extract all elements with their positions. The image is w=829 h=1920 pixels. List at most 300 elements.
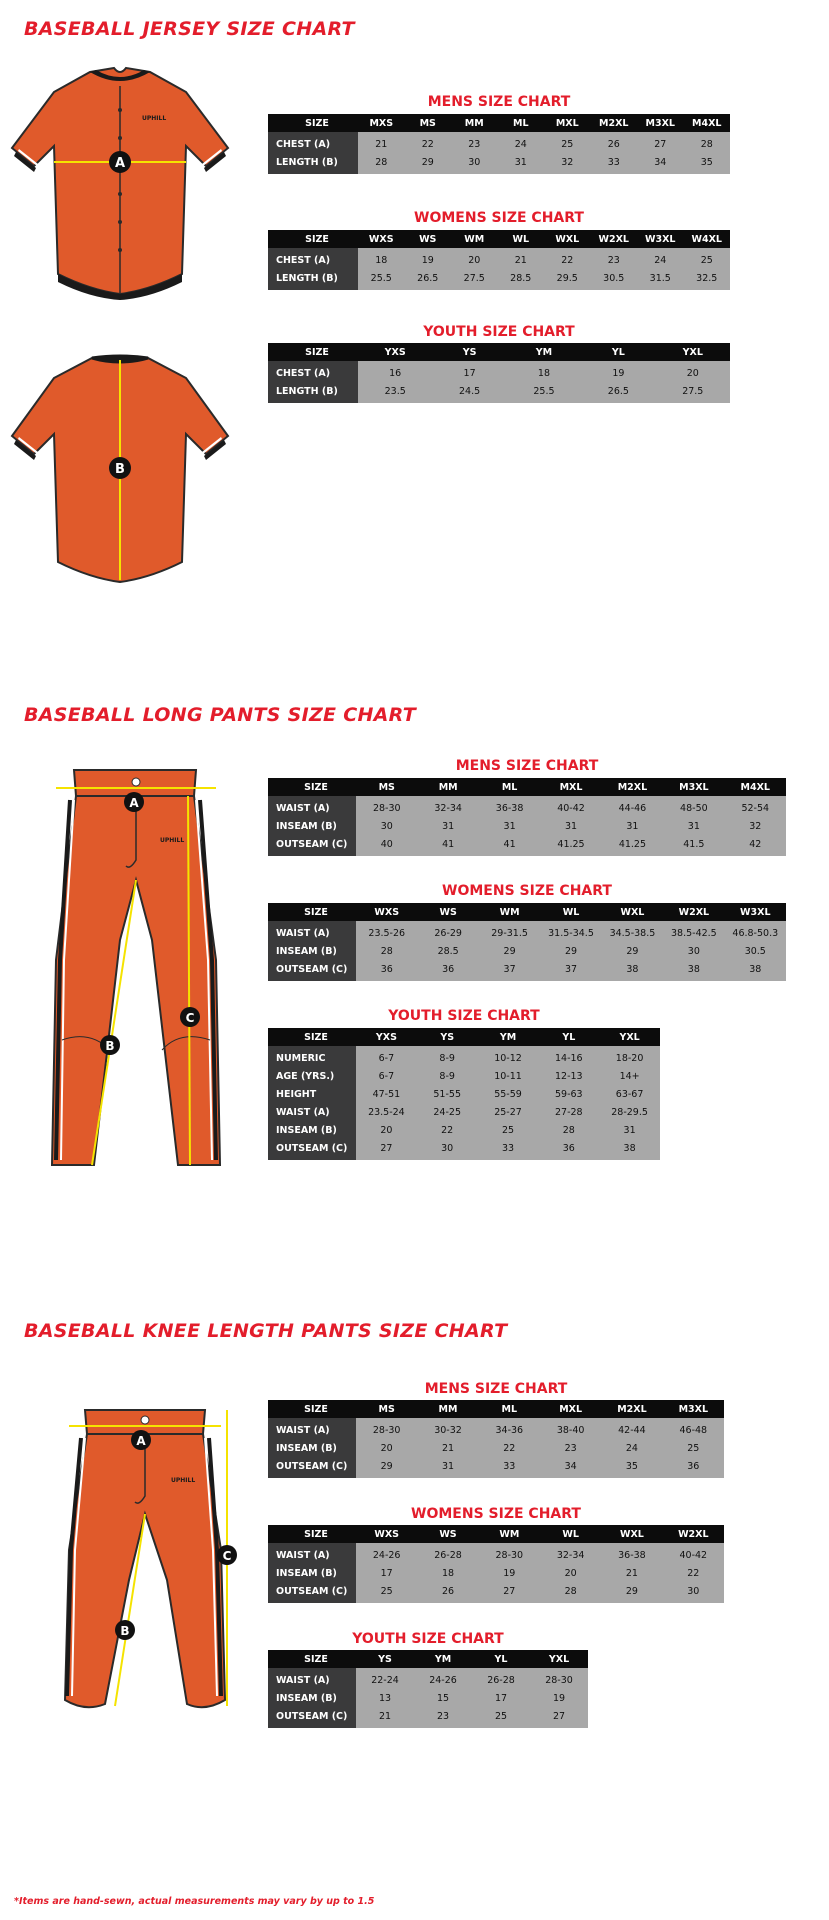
table-cell: 38 <box>599 1139 660 1160</box>
table-cell: 42 <box>725 835 786 856</box>
table-cell: 41.25 <box>602 835 663 856</box>
row-label: WAIST (A) <box>268 796 356 817</box>
table-cell: 23 <box>451 132 498 153</box>
column-header: M3XL <box>663 1400 724 1418</box>
column-header: SIZE <box>268 343 358 361</box>
table-row <box>268 269 730 290</box>
jersey-youth-chart-title: YOUTH SIZE CHART <box>423 324 575 340</box>
column-header: YL <box>472 1650 530 1668</box>
table-row <box>268 1564 724 1582</box>
table-cell: 32-34 <box>417 796 478 817</box>
jersey-front-illustration <box>10 62 230 302</box>
long-pants-womens-size-table <box>268 903 786 981</box>
table-row <box>268 382 730 403</box>
column-header: YXS <box>356 1028 417 1046</box>
table-cell: 28-30 <box>356 1418 417 1439</box>
column-header: M2XL <box>591 114 638 132</box>
knee-pants-marker-a: A <box>136 1434 146 1448</box>
column-header: SIZE <box>268 1525 356 1543</box>
table-cell: 29-31.5 <box>479 921 540 942</box>
column-header: MM <box>451 114 498 132</box>
table-cell: 29.5 <box>544 269 591 290</box>
column-header: MXL <box>540 778 601 796</box>
table-cell: 32.5 <box>684 269 731 290</box>
table-row <box>268 960 786 981</box>
table-cell: 32 <box>544 153 591 174</box>
table-cell: 15 <box>414 1689 472 1707</box>
table-cell: 31 <box>540 817 601 835</box>
table-cell: 18 <box>358 248 405 269</box>
table-cell: 36 <box>538 1139 599 1160</box>
table-row <box>268 1439 724 1457</box>
table-cell: 23.5 <box>358 382 432 403</box>
table-cell: 21 <box>498 248 545 269</box>
table-cell: 29 <box>479 942 540 960</box>
table-cell: 27.5 <box>656 382 730 403</box>
table-header-row <box>268 1650 588 1668</box>
column-header: YL <box>581 343 655 361</box>
table-header-row <box>268 903 786 921</box>
column-header: W4XL <box>684 230 731 248</box>
table-cell: 24 <box>498 132 545 153</box>
column-header: WM <box>479 903 540 921</box>
table-cell: 17 <box>356 1564 417 1582</box>
table-cell: 22 <box>544 248 591 269</box>
column-header: YXL <box>530 1650 588 1668</box>
table-cell: 34 <box>637 153 684 174</box>
column-header: YM <box>414 1650 472 1668</box>
row-label: CHEST (A) <box>268 248 358 269</box>
row-label: CHEST (A) <box>268 132 358 153</box>
row-label: NUMERIC <box>268 1046 356 1067</box>
long-pants-mens-chart-title: MENS SIZE CHART <box>455 758 599 774</box>
column-header: SIZE <box>268 778 356 796</box>
row-label: WAIST (A) <box>268 1668 356 1689</box>
table-cell: 14+ <box>599 1067 660 1085</box>
column-header: M4XL <box>684 114 731 132</box>
table-cell: 12-13 <box>538 1067 599 1085</box>
table-cell: 30.5 <box>591 269 638 290</box>
row-label: OUTSEAM (C) <box>268 835 356 856</box>
table-cell: 59-63 <box>538 1085 599 1103</box>
table-cell: 30 <box>663 942 724 960</box>
long-pants-marker-a: A <box>129 796 139 810</box>
table-cell: 26-28 <box>417 1543 478 1564</box>
row-label: HEIGHT <box>268 1085 356 1103</box>
table-row <box>268 1457 724 1478</box>
table-cell: 47-51 <box>356 1085 417 1103</box>
table-row <box>268 132 730 153</box>
row-label: OUTSEAM (C) <box>268 1457 356 1478</box>
table-cell: 26 <box>591 132 638 153</box>
long-pants-marker-c: C <box>185 1011 195 1025</box>
knee-pants-youth-size-table <box>268 1650 588 1728</box>
column-header: SIZE <box>268 1650 356 1668</box>
table-cell: 28.5 <box>417 942 478 960</box>
table-header-row <box>268 1400 724 1418</box>
table-row <box>268 1046 660 1067</box>
table-cell: 35 <box>601 1457 662 1478</box>
long-pants-section-title: BASEBALL LONG PANTS SIZE CHART <box>24 704 417 726</box>
table-cell: 35 <box>684 153 731 174</box>
knee-pants-marker-c: C <box>222 1549 232 1563</box>
long-pants-youth-chart-title: YOUTH SIZE CHART <box>388 1008 540 1024</box>
table-row <box>268 1582 724 1603</box>
table-row <box>268 1689 588 1707</box>
table-cell: 41 <box>479 835 540 856</box>
table-cell: 31 <box>498 153 545 174</box>
table-cell: 19 <box>479 1564 540 1582</box>
column-header: W2XL <box>591 230 638 248</box>
long-pants-marker-b: B <box>105 1039 115 1053</box>
table-cell: 23 <box>414 1707 472 1728</box>
table-cell: 31.5 <box>637 269 684 290</box>
column-header: SIZE <box>268 1400 356 1418</box>
table-cell: 40 <box>356 835 417 856</box>
table-cell: 38.5-42.5 <box>663 921 724 942</box>
table-cell: 46-48 <box>663 1418 724 1439</box>
jersey-section-title: BASEBALL JERSEY SIZE CHART <box>24 18 355 40</box>
table-header-row <box>268 778 786 796</box>
column-header: M2XL <box>601 1400 662 1418</box>
table-cell: 28 <box>356 942 417 960</box>
table-row <box>268 1139 660 1160</box>
table-cell: 26-28 <box>472 1668 530 1689</box>
row-label: OUTSEAM (C) <box>268 1707 356 1728</box>
column-header: MXS <box>358 114 405 132</box>
table-cell: 31.5-34.5 <box>540 921 601 942</box>
column-header: WXS <box>358 230 405 248</box>
table-cell: 14-16 <box>538 1046 599 1067</box>
table-cell: 6-7 <box>356 1046 417 1067</box>
table-cell: 26.5 <box>405 269 452 290</box>
table-cell: 41.5 <box>663 835 724 856</box>
jersey-mens-size-table <box>268 114 730 174</box>
row-label: LENGTH (B) <box>268 269 358 290</box>
table-cell: 13 <box>356 1689 414 1707</box>
table-cell: 24-26 <box>356 1543 417 1564</box>
long-pants-mens-size-table <box>268 778 786 856</box>
table-cell: 20 <box>656 361 730 382</box>
table-cell: 41 <box>417 835 478 856</box>
column-header: WL <box>540 1525 601 1543</box>
table-cell: 16 <box>358 361 432 382</box>
column-header: YL <box>538 1028 599 1046</box>
table-cell: 36 <box>663 1457 724 1478</box>
column-header: WS <box>417 1525 478 1543</box>
row-label: WAIST (A) <box>268 1103 356 1121</box>
knee-pants-mens-size-table <box>268 1400 724 1478</box>
column-header: YM <box>478 1028 539 1046</box>
column-header: SIZE <box>268 1028 356 1046</box>
table-cell: 24 <box>637 248 684 269</box>
table-cell: 28-30 <box>479 1543 540 1564</box>
jersey-youth-size-table <box>268 343 730 403</box>
table-row <box>268 835 786 856</box>
knee-pants-marker-b: B <box>120 1624 130 1638</box>
column-header: SIZE <box>268 114 358 132</box>
table-cell: 29 <box>540 942 601 960</box>
column-header: WM <box>451 230 498 248</box>
table-cell: 23 <box>540 1439 601 1457</box>
column-header: WXL <box>601 1525 662 1543</box>
table-cell: 34-36 <box>479 1418 540 1439</box>
table-cell: 42-44 <box>601 1418 662 1439</box>
column-header: M3XL <box>637 114 684 132</box>
table-cell: 22-24 <box>356 1668 414 1689</box>
column-header: SIZE <box>268 903 356 921</box>
table-cell: 18 <box>417 1564 478 1582</box>
table-cell: 29 <box>602 942 663 960</box>
table-row <box>268 796 786 817</box>
column-header: W3XL <box>637 230 684 248</box>
table-cell: 26-29 <box>417 921 478 942</box>
table-header-row <box>268 1525 724 1543</box>
table-cell: 46.8-50.3 <box>725 921 786 942</box>
row-label: CHEST (A) <box>268 361 358 382</box>
column-header: MS <box>356 1400 417 1418</box>
table-cell: 22 <box>479 1439 540 1457</box>
table-cell: 28.5 <box>498 269 545 290</box>
knee-pants-logo: UPHILL <box>171 1477 196 1484</box>
long-pants-womens-chart-title: WOMENS SIZE CHART <box>442 883 612 899</box>
table-cell: 18 <box>507 361 581 382</box>
table-cell: 23.5-26 <box>356 921 417 942</box>
table-cell: 22 <box>417 1121 478 1139</box>
table-cell: 27 <box>530 1707 588 1728</box>
column-header: WL <box>498 230 545 248</box>
table-row <box>268 1103 660 1121</box>
table-cell: 51-55 <box>417 1085 478 1103</box>
row-label: WAIST (A) <box>268 921 356 942</box>
table-cell: 36 <box>417 960 478 981</box>
long-pants-youth-size-table <box>268 1028 660 1160</box>
column-header: WXS <box>356 903 417 921</box>
table-cell: 10-12 <box>478 1046 539 1067</box>
table-cell: 19 <box>530 1689 588 1707</box>
table-cell: 20 <box>451 248 498 269</box>
table-cell: 31 <box>599 1121 660 1139</box>
table-row <box>268 1668 588 1689</box>
table-cell: 28 <box>684 132 731 153</box>
table-cell: 19 <box>405 248 452 269</box>
row-label: LENGTH (B) <box>268 153 358 174</box>
table-cell: 29 <box>405 153 452 174</box>
column-header: WL <box>540 903 601 921</box>
row-label: AGE (YRS.) <box>268 1067 356 1085</box>
row-label: WAIST (A) <box>268 1543 356 1564</box>
column-header: SIZE <box>268 230 358 248</box>
table-cell: 28-30 <box>530 1668 588 1689</box>
column-header: MM <box>417 778 478 796</box>
table-cell: 31 <box>417 1457 478 1478</box>
knee-pants-mens-chart-title: MENS SIZE CHART <box>424 1381 568 1397</box>
column-header: W2XL <box>663 1525 724 1543</box>
column-header: WXL <box>544 230 591 248</box>
table-cell: 20 <box>540 1564 601 1582</box>
table-cell: 8-9 <box>417 1067 478 1085</box>
table-cell: 24.5 <box>432 382 506 403</box>
table-row <box>268 1067 660 1085</box>
table-cell: 31 <box>479 817 540 835</box>
table-cell: 17 <box>432 361 506 382</box>
knee-pants-illustration <box>55 1400 245 1720</box>
long-pants-logo: UPHILL <box>160 837 185 844</box>
table-cell: 24 <box>601 1439 662 1457</box>
table-header-row <box>268 114 730 132</box>
knee-pants-section-title: BASEBALL KNEE LENGTH PANTS SIZE CHART <box>24 1320 508 1342</box>
table-cell: 40-42 <box>540 796 601 817</box>
column-header: YXL <box>656 343 730 361</box>
row-label: OUTSEAM (C) <box>268 960 356 981</box>
table-cell: 33 <box>591 153 638 174</box>
table-row <box>268 1543 724 1564</box>
table-cell: 21 <box>358 132 405 153</box>
column-header: WS <box>417 903 478 921</box>
footnote: *Items are hand-sewn, actual measurements may vary by up to 1.5 <box>14 1896 375 1907</box>
column-header: YS <box>432 343 506 361</box>
table-cell: 30 <box>451 153 498 174</box>
table-cell: 25 <box>684 248 731 269</box>
table-cell: 10-11 <box>478 1067 539 1085</box>
table-cell: 25 <box>663 1439 724 1457</box>
table-cell: 31 <box>663 817 724 835</box>
row-label: LENGTH (B) <box>268 382 358 403</box>
table-cell: 20 <box>356 1439 417 1457</box>
table-row <box>268 817 786 835</box>
row-label: INSEAM (B) <box>268 1439 356 1457</box>
table-cell: 40-42 <box>663 1543 724 1564</box>
table-cell: 34 <box>540 1457 601 1478</box>
long-pants-illustration <box>40 760 230 1180</box>
table-cell: 28-30 <box>356 796 417 817</box>
table-cell: 38-40 <box>540 1418 601 1439</box>
column-header: W3XL <box>725 903 786 921</box>
table-cell: 25 <box>356 1582 417 1603</box>
jersey-marker-a: A <box>114 156 126 171</box>
knee-pants-youth-chart-title: YOUTH SIZE CHART <box>352 1631 504 1647</box>
column-header: WXL <box>602 903 663 921</box>
table-row <box>268 921 786 942</box>
table-cell: 18-20 <box>599 1046 660 1067</box>
column-header: YM <box>507 343 581 361</box>
table-cell: 26 <box>417 1582 478 1603</box>
table-cell: 29 <box>601 1582 662 1603</box>
table-cell: 41.25 <box>540 835 601 856</box>
row-label: OUTSEAM (C) <box>268 1139 356 1160</box>
table-cell: 20 <box>356 1121 417 1139</box>
row-label: INSEAM (B) <box>268 1564 356 1582</box>
table-cell: 30.5 <box>725 942 786 960</box>
table-cell: 24-25 <box>417 1103 478 1121</box>
column-header: M2XL <box>602 778 663 796</box>
table-cell: 36-38 <box>479 796 540 817</box>
table-row <box>268 361 730 382</box>
column-header: MXL <box>544 114 591 132</box>
table-cell: 37 <box>479 960 540 981</box>
table-cell: 25 <box>472 1707 530 1728</box>
table-cell: 30 <box>356 817 417 835</box>
table-cell: 36-38 <box>601 1543 662 1564</box>
column-header: MS <box>405 114 452 132</box>
column-header: YXL <box>599 1028 660 1046</box>
table-header-row <box>268 343 730 361</box>
table-cell: 44-46 <box>602 796 663 817</box>
table-cell: 30 <box>417 1139 478 1160</box>
row-label: INSEAM (B) <box>268 1121 356 1139</box>
table-cell: 27 <box>356 1139 417 1160</box>
column-header: MM <box>417 1400 478 1418</box>
table-cell: 22 <box>663 1564 724 1582</box>
row-label: OUTSEAM (C) <box>268 1582 356 1603</box>
table-cell: 25.5 <box>507 382 581 403</box>
table-header-row <box>268 1028 660 1046</box>
column-header: MXL <box>540 1400 601 1418</box>
jersey-back-illustration <box>10 350 230 590</box>
table-cell: 27 <box>637 132 684 153</box>
table-cell: 31 <box>602 817 663 835</box>
table-cell: 63-67 <box>599 1085 660 1103</box>
jersey-womens-chart-title: WOMENS SIZE CHART <box>414 210 584 226</box>
table-cell: 25.5 <box>358 269 405 290</box>
column-header: WS <box>405 230 452 248</box>
table-row <box>268 248 730 269</box>
table-cell: 37 <box>540 960 601 981</box>
table-cell: 29 <box>356 1457 417 1478</box>
jersey-womens-size-table <box>268 230 730 290</box>
column-header: ML <box>479 1400 540 1418</box>
table-cell: 17 <box>472 1689 530 1707</box>
table-row <box>268 1121 660 1139</box>
table-cell: 32 <box>725 817 786 835</box>
table-cell: 38 <box>602 960 663 981</box>
table-cell: 25 <box>478 1121 539 1139</box>
table-row <box>268 1085 660 1103</box>
table-cell: 25-27 <box>478 1103 539 1121</box>
table-cell: 30 <box>663 1582 724 1603</box>
table-cell: 28-29.5 <box>599 1103 660 1121</box>
table-cell: 23.5-24 <box>356 1103 417 1121</box>
table-cell: 28 <box>358 153 405 174</box>
table-cell: 28 <box>540 1582 601 1603</box>
table-cell: 26.5 <box>581 382 655 403</box>
row-label: INSEAM (B) <box>268 1689 356 1707</box>
table-cell: 34.5-38.5 <box>602 921 663 942</box>
table-cell: 21 <box>356 1707 414 1728</box>
table-cell: 55-59 <box>478 1085 539 1103</box>
jersey-mens-chart-title: MENS SIZE CHART <box>427 94 571 110</box>
column-header: WM <box>479 1525 540 1543</box>
knee-pants-womens-size-table <box>268 1525 724 1603</box>
table-cell: 6-7 <box>356 1067 417 1085</box>
table-cell: 33 <box>478 1139 539 1160</box>
column-header: ML <box>479 778 540 796</box>
table-cell: 8-9 <box>417 1046 478 1067</box>
table-cell: 21 <box>417 1439 478 1457</box>
table-row <box>268 153 730 174</box>
column-header: M3XL <box>663 778 724 796</box>
row-label: WAIST (A) <box>268 1418 356 1439</box>
table-cell: 32-34 <box>540 1543 601 1564</box>
table-cell: 27-28 <box>538 1103 599 1121</box>
table-cell: 23 <box>591 248 638 269</box>
table-cell: 24-26 <box>414 1668 472 1689</box>
table-cell: 27 <box>479 1582 540 1603</box>
column-header: YXS <box>358 343 432 361</box>
table-cell: 48-50 <box>663 796 724 817</box>
column-header: M4XL <box>725 778 786 796</box>
column-header: ML <box>498 114 545 132</box>
